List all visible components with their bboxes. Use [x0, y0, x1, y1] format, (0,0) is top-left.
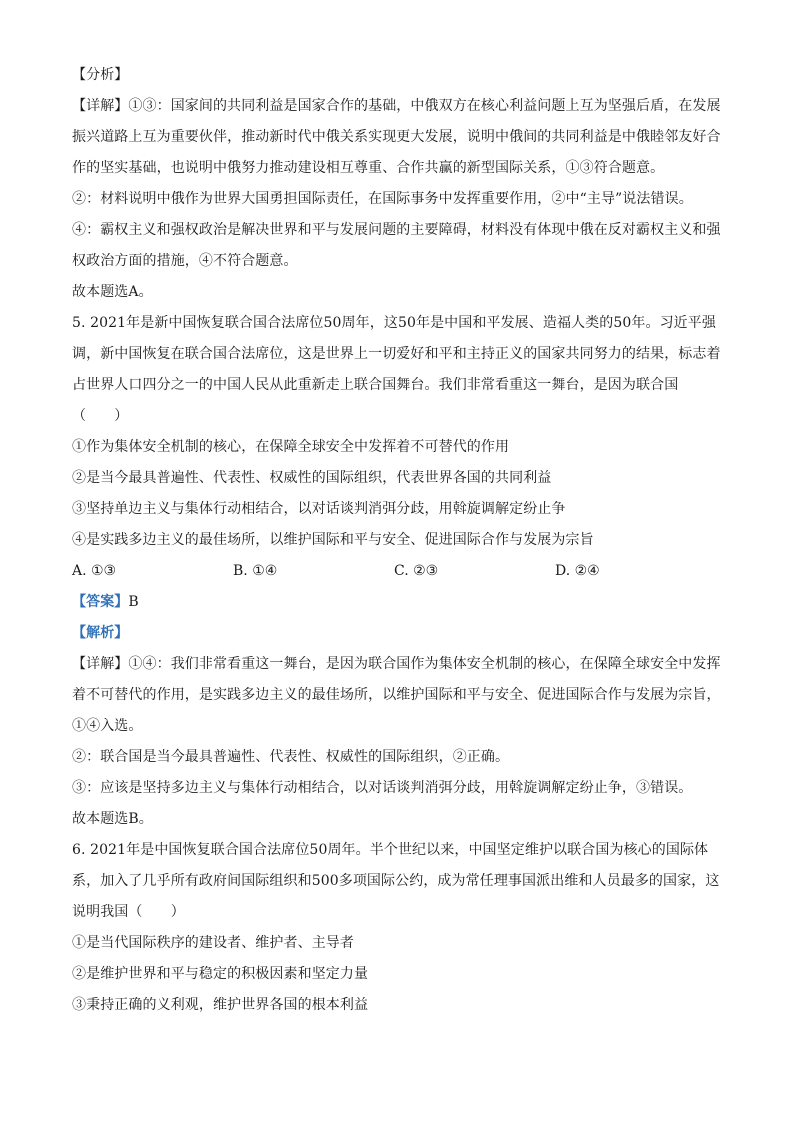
answer-line: [72, 587, 732, 618]
explanation-line: 权政治方面的措施，④不符合题意。: [72, 253, 298, 269]
explanation-line: [72, 649, 732, 680]
explanation-line: ④：霸权主义和强权政治是解决世界和平与发展问题的主要障碍，材料没有体现中俄在反对霸权主义和强: [72, 222, 721, 238]
option-b: B. ①④: [233, 563, 278, 579]
option-d: D. ②④: [555, 563, 600, 579]
option-a: A. ①③: [72, 563, 117, 579]
explanation-line: ③：应该是坚持多边主义与集体行动相结合，以对话谈判消弭分歧，用斡旋调解定纷止争，③错误。: [72, 780, 693, 796]
question-stem-line: 5. 2021年是新中国恢复联合国合法席位50周年，这50年是中国和平发展、造福人类的50年。习近平强: [72, 315, 716, 331]
explanation-line: ②：联合国是当今最具普遍性、代表性、权威性的国际组织，②正确。: [72, 749, 510, 765]
question-stem-line: 占世界人口四分之一的中国人民从此重新走上联合国舞台。我们非常看重这一舞台，是因为联合国: [72, 377, 679, 393]
statement-item: ②是当今最具普遍性、代表性、权威性的国际组织，代表世界各国的共同利益: [72, 470, 552, 486]
section-fenxi: 【分析】: [72, 67, 129, 83]
conclusion-line: 故本题选A。: [72, 284, 153, 300]
statement-item: ②是维护世界和平与稳定的积极因素和坚定力量: [72, 966, 369, 982]
explanation-line: 作的坚实基础，也说明中俄努力推动建设相互尊重、合作共赢的新型国际关系，①③符合题意。: [72, 160, 665, 176]
question-stem-line: 调，新中国恢复在联合国合法席位，这是世界上一切爱好和平和主持正义的国家共同努力的结果，标志着: [72, 346, 721, 362]
question-stem-line: 系，加入了几乎所有政府间国际组织和500多项国际公约，成为常任理事国派出维和人员最多的国家，这: [72, 873, 720, 889]
answer-value: B: [128, 594, 139, 610]
explanation-text: ①④：我们非常看重这一舞台，是因为联合国作为集体安全机制的核心，在保障全球安全中发挥: [128, 656, 721, 672]
explanation-line: ①④入选。: [72, 718, 143, 734]
explanation-line: 振兴道路上互为重要伙伴，推动新时代中俄关系实现更大发展，说明中俄间的共同利益是中俄睦邻友好合: [72, 129, 721, 145]
question-stem-line: 6. 2021年是中国恢复联合国合法席位50周年。半个世纪以来，中国坚定维护以联合国为核心的国际体: [72, 842, 709, 858]
explanation-line: 着不可替代的作用，是实践多边主义的最佳场所，以维护国际和平与安全、促进国际合作与发展为宗旨，: [72, 687, 721, 703]
explanation-line: ②：材料说明中俄作为世界大国勇担国际责任，在国际事务中发挥重要作用，②中“主导”说法错误。: [72, 191, 693, 207]
section-jiexi: 【解析】: [72, 625, 129, 641]
xiangjie-label: 【详解】: [72, 656, 129, 672]
question-stem-line: 说明我国（ ）: [72, 904, 185, 920]
statement-item: ③坚持单边主义与集体行动相结合，以对话谈判消弭分歧，用斡旋调解定纷止争: [72, 501, 566, 517]
statement-item: ①作为集体安全机制的核心，在保障全球安全中发挥着不可替代的作用: [72, 439, 510, 455]
explanation-line: [72, 91, 732, 122]
conclusion-line: 故本题选B。: [72, 811, 153, 827]
statement-item: ③秉持正确的义利观，维护世界各国的根本利益: [72, 997, 369, 1013]
statement-item: ④是实践多边主义的最佳场所，以维护国际和平与安全、促进国际合作与发展为宗旨: [72, 532, 594, 548]
option-c: C. ②③: [394, 563, 439, 579]
answer-options: [72, 556, 732, 587]
statement-item: ①是当代国际秩序的建设者、维护者、主导者: [72, 935, 354, 951]
document-page: [72, 60, 732, 1021]
question-blank: （ ）: [72, 408, 129, 424]
answer-label: 【答案】: [72, 594, 129, 610]
xiangjie-label: 【详解】: [72, 98, 129, 114]
explanation-text: ①③：国家间的共同利益是国家合作的基础，中俄双方在核心利益问题上互为坚强后盾，在发展: [128, 98, 721, 114]
